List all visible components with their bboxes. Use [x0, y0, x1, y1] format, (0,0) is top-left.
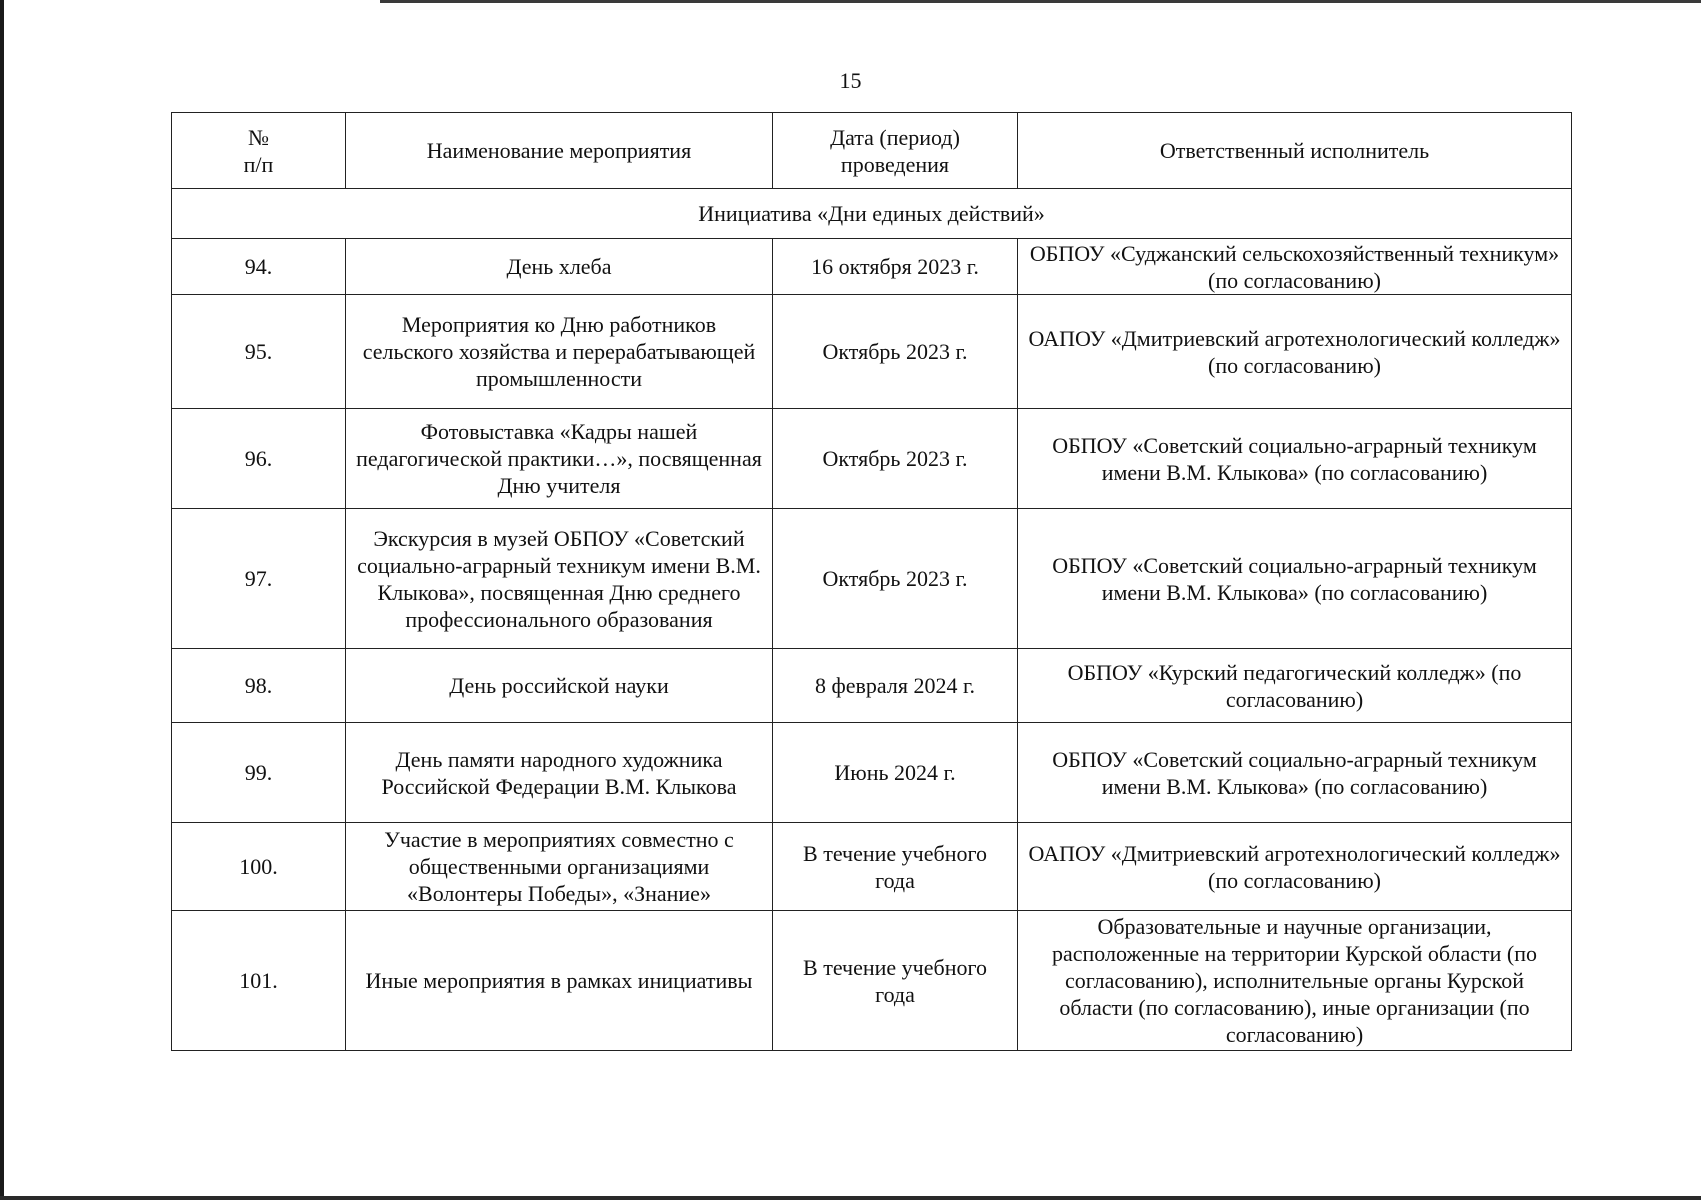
row-executor: ОБПОУ «Советский социально-аграрный техникум имени В.М. Клыкова» (по согласованию) [1018, 509, 1572, 649]
row-date: В течение учебного года [773, 911, 1018, 1051]
row-event: Экскурсия в музей ОБПОУ «Советский социально-аграрный техникум имени В.М. Клыкова», посвященная Дню среднего профессионального образования [346, 509, 773, 649]
row-number: 99. [172, 723, 346, 823]
row-date: Октябрь 2023 г. [773, 409, 1018, 509]
scan-border-bottom [0, 1196, 1701, 1200]
row-number: 96. [172, 409, 346, 509]
row-number: 97. [172, 509, 346, 649]
row-executor: ОАПОУ «Дмитриевский агротехнологический колледж» (по согласованию) [1018, 823, 1572, 911]
header-date: Дата (период) проведения [773, 113, 1018, 189]
table-header-row [172, 113, 1572, 189]
table-row [172, 823, 1572, 911]
row-event: День российской науки [346, 649, 773, 723]
row-event: Мероприятия ко Дню работников сельского хозяйства и перерабатывающей промышленности [346, 295, 773, 409]
row-executor: ОБПОУ «Курский педагогический колледж» (по согласованию) [1018, 649, 1572, 723]
page-number: 15 [839, 68, 862, 93]
row-date: Октябрь 2023 г. [773, 295, 1018, 409]
row-number: 101. [172, 911, 346, 1051]
events-table [171, 112, 1572, 1051]
row-executor: ОБПОУ «Советский социально-аграрный техникум имени В.М. Клыкова» (по согласованию) [1018, 723, 1572, 823]
row-date: Октябрь 2023 г. [773, 509, 1018, 649]
header-event: Наименование мероприятия [346, 113, 773, 189]
table-row [172, 295, 1572, 409]
section-title: Инициатива «Дни единых действий» [172, 189, 1572, 239]
row-number: 100. [172, 823, 346, 911]
row-executor: ОБПОУ «Советский социально-аграрный техникум имени В.М. Клыкова» (по согласованию) [1018, 409, 1572, 509]
row-event: Участие в мероприятиях совместно с общественными организациями «Волонтеры Победы», «Знание» [346, 823, 773, 911]
row-number: 95. [172, 295, 346, 409]
row-date: В течение учебного года [773, 823, 1018, 911]
scan-border-top [380, 0, 1701, 3]
row-number: 94. [172, 239, 346, 295]
row-event: День хлеба [346, 239, 773, 295]
row-date: 8 февраля 2024 г. [773, 649, 1018, 723]
row-event: День памяти народного художника Российской Федерации В.М. Клыкова [346, 723, 773, 823]
header-executor: Ответственный исполнитель [1018, 113, 1572, 189]
table-row [172, 509, 1572, 649]
row-event: Фотовыставка «Кадры нашей педагогической практики…», посвященная Дню учителя [346, 409, 773, 509]
row-executor: ОБПОУ «Суджанский сельскохозяйственный техникум» (по согласованию) [1018, 239, 1572, 295]
row-date: 16 октября 2023 г. [773, 239, 1018, 295]
section-row [172, 189, 1572, 239]
table-row [172, 649, 1572, 723]
row-date: Июнь 2024 г. [773, 723, 1018, 823]
table-row [172, 911, 1572, 1051]
row-number: 98. [172, 649, 346, 723]
table-row [172, 239, 1572, 295]
row-executor: ОАПОУ «Дмитриевский агротехнологический колледж» (по согласованию) [1018, 295, 1572, 409]
table-row [172, 409, 1572, 509]
row-executor: Образовательные и научные организации, расположенные на территории Курской области (по согласованию), исполнительные органы Курской области (по согласованию), иные организации (по согласованию) [1018, 911, 1572, 1051]
header-number: № п/п [172, 113, 346, 189]
row-event: Иные мероприятия в рамках инициативы [346, 911, 773, 1051]
table-row [172, 723, 1572, 823]
scan-border-left [0, 0, 4, 1200]
